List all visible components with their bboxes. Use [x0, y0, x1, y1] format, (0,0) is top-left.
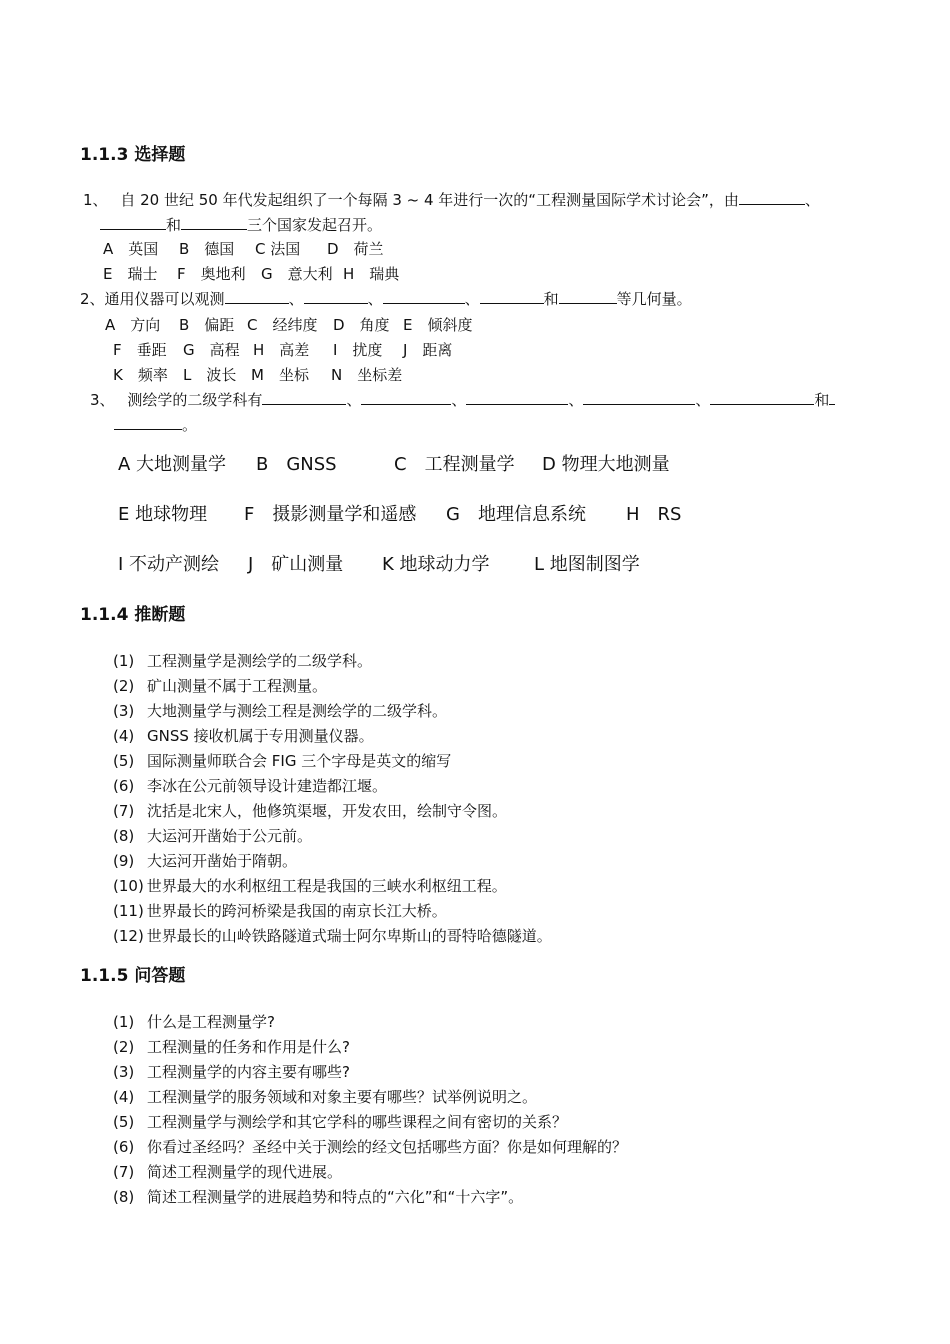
option: B 德国: [179, 240, 235, 258]
option: E 瑞士: [103, 265, 158, 283]
item-text: 工程测量学与测绘学和其它学科的哪些课程之间有密切的关系？: [147, 1113, 568, 1131]
list-item: [113, 875, 507, 896]
item-number: (2): [113, 677, 135, 695]
option: J 距离: [403, 341, 453, 359]
item-number: (5): [113, 752, 135, 770]
item-text: GNSS 接收机属于专用测量仪器。: [147, 727, 374, 745]
item-text: 世界最长的山岭铁路隧道式瑞士阿尔卑斯山的哥特哈德隧道。: [146, 927, 552, 945]
option: G 意大利: [261, 265, 333, 283]
question-2-line: [80, 288, 692, 309]
option: H 高差: [253, 341, 310, 359]
answer-blank[interactable]: [383, 289, 465, 304]
item-text: 你看过圣经吗？圣经中关于测绘的经文包括哪些方面？你是如何理解的？: [147, 1138, 628, 1156]
answer-blank[interactable]: [225, 289, 289, 304]
option: B GNSS: [256, 454, 337, 475]
question-number: 3、: [90, 391, 115, 409]
item-number: (10): [113, 877, 144, 895]
conjunction: 和: [166, 216, 182, 234]
question-3-line-2: [114, 414, 197, 435]
answer-blank[interactable]: [262, 390, 346, 405]
option: A 方向: [105, 316, 161, 334]
item-number: (1): [113, 1013, 135, 1031]
question-3-options-row-1: [118, 450, 680, 476]
item-number: (6): [113, 777, 135, 795]
item-number: (8): [113, 1188, 135, 1206]
item-number: (3): [113, 1063, 135, 1081]
list-item: [113, 825, 312, 846]
list-item: [113, 700, 447, 721]
option: C 法国: [255, 240, 301, 258]
option: K 频率: [113, 366, 168, 384]
answer-blank[interactable]: [114, 415, 182, 430]
question-3-options-row-2: [118, 500, 691, 526]
answer-blank[interactable]: [466, 390, 568, 405]
list-item: [113, 650, 372, 671]
list-item: [113, 925, 552, 946]
option: F 摄影测量学和遥感: [244, 504, 417, 525]
question-1-options-row-1: [103, 238, 394, 259]
separator: 、: [451, 391, 467, 409]
item-number: (6): [113, 1138, 135, 1156]
option: C 工程测量学: [394, 454, 515, 475]
option: A 大地测量学: [118, 454, 227, 475]
option: I 不动产测绘: [118, 554, 220, 575]
question-number: 2、: [80, 290, 105, 308]
option: D 荷兰: [327, 240, 384, 258]
question-2-options-row-1: [105, 314, 482, 335]
option: F 奥地利: [177, 265, 246, 283]
option: L 地图制图学: [534, 554, 640, 575]
item-number: (4): [113, 1088, 135, 1106]
list-item: [113, 1036, 350, 1057]
question-1-line-2: [100, 214, 382, 235]
question-number: 1、: [83, 191, 108, 209]
separator: 、: [346, 391, 362, 409]
list-item: [113, 775, 387, 796]
section-title-choice: 1.1.3 选择题: [80, 145, 186, 165]
section-title-qa: 1.1.5 问答题: [80, 966, 186, 986]
option: E 地球物理: [118, 504, 208, 525]
item-number: (7): [113, 1163, 135, 1181]
list-item: [113, 750, 451, 771]
option: J 矿山测量: [248, 554, 344, 575]
item-number: (2): [113, 1038, 135, 1056]
question-2-options-row-2: [113, 339, 462, 360]
question-text-end: 三个国家发起召开。: [247, 216, 383, 234]
option: B 偏距: [179, 316, 235, 334]
list-item: [113, 850, 297, 871]
section-title-judge: 1.1.4 推断题: [80, 605, 186, 625]
answer-blank[interactable]: [829, 390, 835, 405]
separator: 、: [367, 290, 383, 308]
list-item: [113, 675, 327, 696]
option: G 高程: [183, 341, 240, 359]
answer-blank[interactable]: [361, 390, 451, 405]
item-text: 工程测量的任务和作用是什么?: [147, 1038, 350, 1056]
item-text: 工程测量学的内容主要有哪些?: [147, 1063, 350, 1081]
item-text: 工程测量学是测绘学的二级学科。: [147, 652, 373, 670]
question-3-options-row-3: [118, 550, 650, 576]
item-text: 矿山测量不属于工程测量。: [147, 677, 328, 695]
question-text-end: 等几何量。: [616, 290, 692, 308]
item-text: 简述工程测量学的现代进展。: [147, 1163, 343, 1181]
question-1-line-1: [83, 189, 820, 210]
item-text: 沈括是北宋人，他修筑渠堰，开发农田，绘制守令图。: [147, 802, 508, 820]
conjunction: 和: [814, 391, 830, 409]
question-text-end: 。: [182, 416, 198, 434]
separator: 、: [568, 391, 584, 409]
item-number: (11): [113, 902, 144, 920]
question-1-options-row-2: [103, 263, 409, 284]
option: H 瑞典: [343, 265, 400, 283]
conjunction: 和: [543, 290, 559, 308]
answer-blank[interactable]: [739, 190, 805, 205]
answer-blank[interactable]: [710, 390, 814, 405]
list-item: [113, 1111, 567, 1132]
separator: 、: [288, 290, 304, 308]
option: E 倾斜度: [403, 316, 473, 334]
item-number: (1): [113, 652, 135, 670]
item-text: 世界最大的水利枢纽工程是我国的三峡水利枢纽工程。: [146, 877, 507, 895]
option: C 经纬度: [247, 316, 318, 334]
item-text: 简述工程测量学的进展趋势和特点的“六化”和“十六字”。: [147, 1188, 524, 1206]
item-text: 世界最长的跨河桥梁是我国的南京长江大桥。: [146, 902, 447, 920]
item-number: (8): [113, 827, 135, 845]
question-text: 测绘学的二级学科有: [127, 391, 263, 409]
option: N 坐标差: [331, 366, 403, 384]
item-text: 国际测量师联合会 FIG 三个字母是英文的缩写: [147, 752, 452, 770]
answer-blank[interactable]: [181, 215, 247, 230]
list-item: [113, 725, 374, 746]
option: I 扰度: [333, 341, 383, 359]
separator: 、: [464, 290, 480, 308]
option: M 坐标: [251, 366, 309, 384]
answer-blank[interactable]: [304, 289, 368, 304]
list-item: [113, 1011, 275, 1032]
answer-blank[interactable]: [100, 215, 166, 230]
item-number: (7): [113, 802, 135, 820]
answer-blank[interactable]: [480, 289, 544, 304]
option: F 垂距: [113, 341, 167, 359]
item-text: 大运河开凿始于隋朝。: [147, 852, 298, 870]
item-text: 什么是工程测量学?: [147, 1013, 275, 1031]
item-text: 大运河开凿始于公元前。: [147, 827, 313, 845]
question-3-line-1: [90, 389, 835, 410]
item-text: 李冰在公元前领导设计建造都江堰。: [147, 777, 388, 795]
answer-blank[interactable]: [559, 289, 617, 304]
list-item: [113, 800, 507, 821]
list-item: [113, 1161, 342, 1182]
item-number: (12): [113, 927, 144, 945]
option: D 角度: [333, 316, 390, 334]
option: L 波长: [183, 366, 237, 384]
list-item: [113, 1061, 350, 1082]
list-item: [113, 1086, 537, 1107]
question-2-options-row-3: [113, 364, 412, 385]
answer-blank[interactable]: [583, 390, 695, 405]
question-text: 通用仪器可以观测: [104, 290, 225, 308]
item-text: 大地测量学与测绘工程是测绘学的二级学科。: [147, 702, 448, 720]
option: K 地球动力学: [382, 554, 490, 575]
option: A 英国: [103, 240, 159, 258]
option: H RS: [626, 504, 682, 525]
list-item: [113, 900, 447, 921]
item-number: (4): [113, 727, 135, 745]
list-item: [113, 1186, 523, 1207]
question-text: 自 20 世纪 50 年代发起组织了一个每隔 3 ~ 4 年进行一次的“工程测量国际学术讨论会”，由: [120, 191, 739, 209]
option: G 地理信息系统: [446, 504, 586, 525]
separator: 、: [804, 191, 820, 209]
option: D 物理大地测量: [542, 454, 670, 475]
item-text: 工程测量学的服务领域和对象主要有哪些？试举例说明之。: [147, 1088, 538, 1106]
item-number: (5): [113, 1113, 135, 1131]
list-item: [113, 1136, 627, 1157]
separator: 、: [695, 391, 711, 409]
item-number: (3): [113, 702, 135, 720]
item-number: (9): [113, 852, 135, 870]
